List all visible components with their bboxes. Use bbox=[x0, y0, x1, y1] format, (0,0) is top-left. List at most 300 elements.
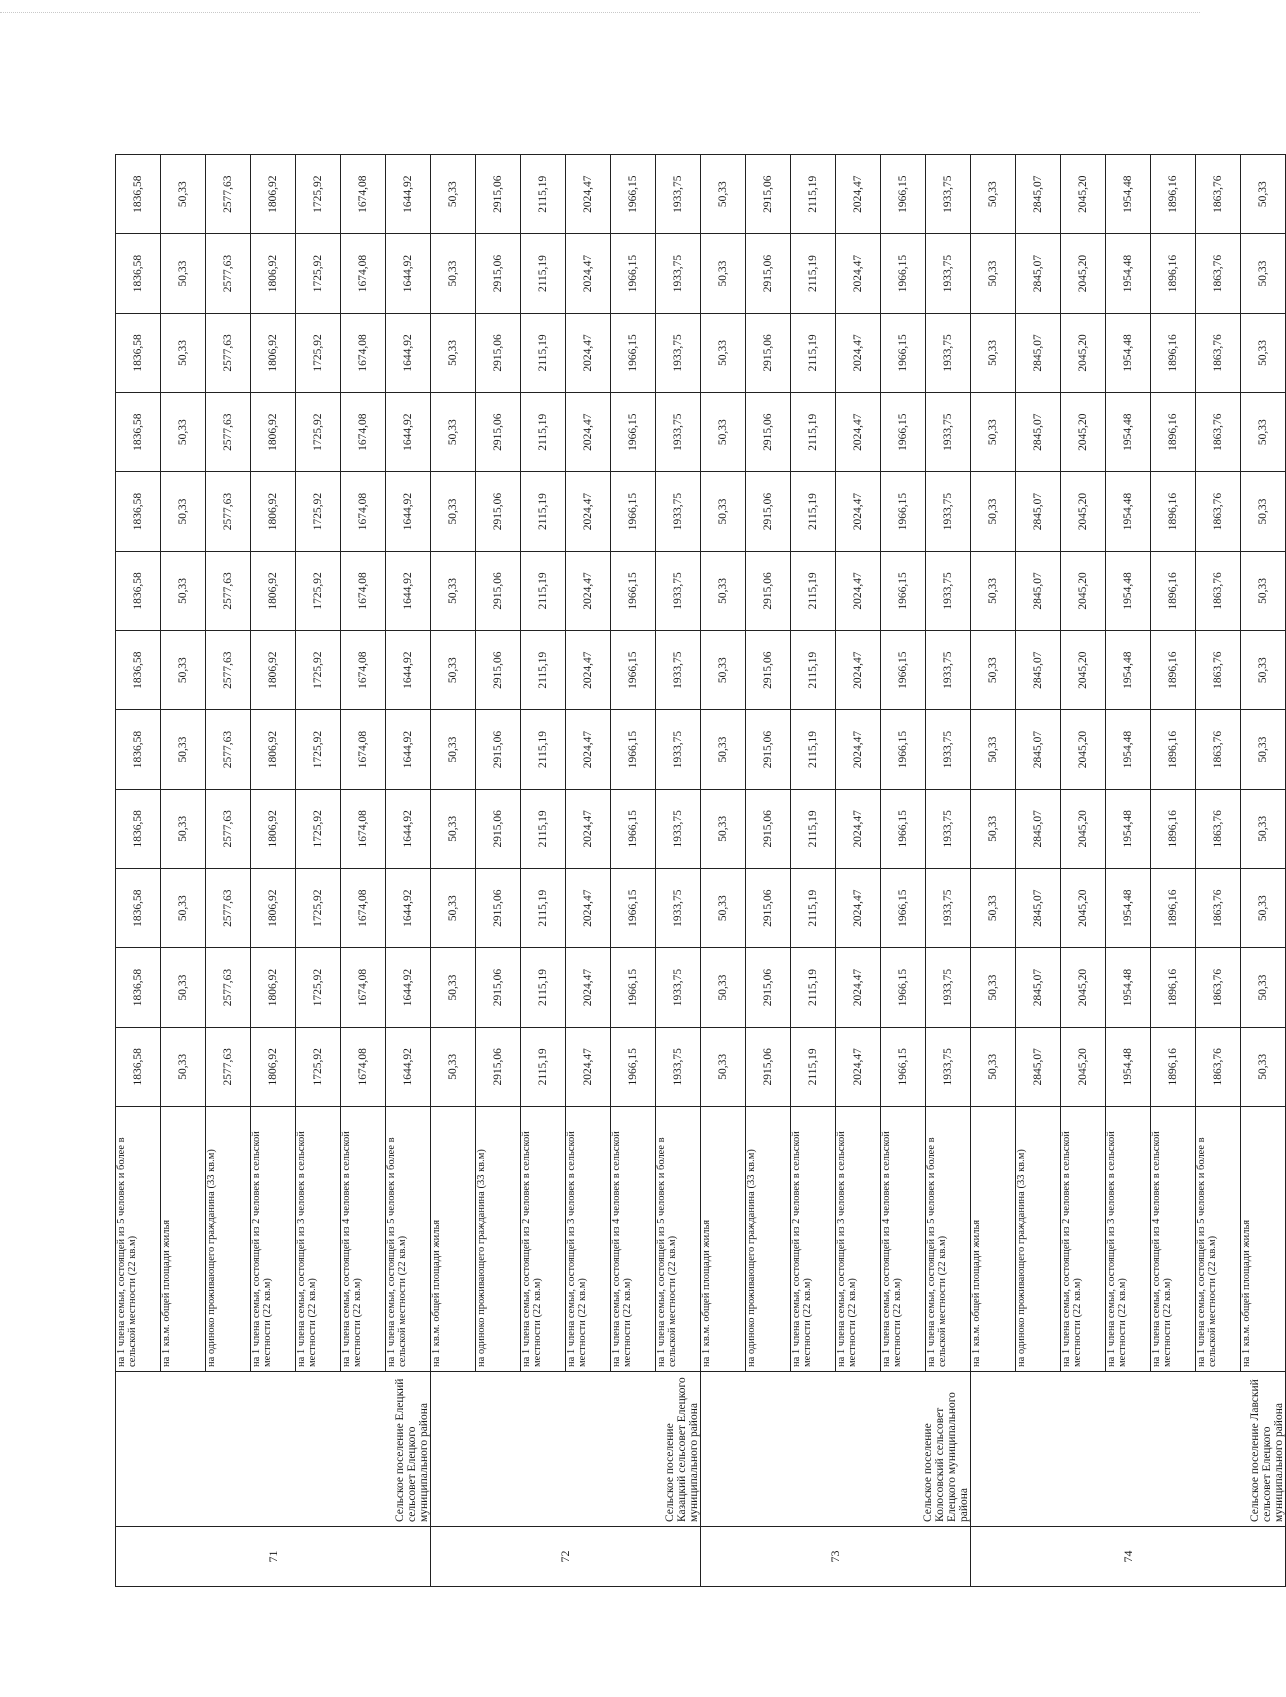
rate-value: 50,33 bbox=[431, 393, 476, 472]
rate-value: 50,33 bbox=[431, 551, 476, 630]
rate-value: 1836,58 bbox=[116, 869, 161, 948]
rate-value: 1933,75 bbox=[656, 1027, 701, 1106]
rate-value: 1933,75 bbox=[656, 472, 701, 551]
rate-value: 50,33 bbox=[431, 155, 476, 234]
rate-value: 1966,15 bbox=[611, 710, 656, 789]
rate-value: 2915,06 bbox=[476, 869, 521, 948]
rate-value: 50,33 bbox=[161, 789, 206, 868]
rate-value: 2115,19 bbox=[521, 631, 566, 710]
rate-value: 50,33 bbox=[431, 631, 476, 710]
rate-value: 50,33 bbox=[161, 631, 206, 710]
rate-value: 1966,15 bbox=[611, 869, 656, 948]
rate-value: 1836,58 bbox=[116, 1027, 161, 1106]
rate-value: 1725,92 bbox=[296, 948, 341, 1027]
rate-value: 2915,06 bbox=[476, 393, 521, 472]
rate-value: 1954,48 bbox=[1106, 789, 1151, 868]
rate-value: 2024,47 bbox=[566, 551, 611, 630]
rate-value: 1896,16 bbox=[1151, 155, 1196, 234]
rate-value: 50,33 bbox=[161, 234, 206, 313]
rate-value: 50,33 bbox=[971, 551, 1016, 630]
rate-value: 1933,75 bbox=[926, 1027, 971, 1106]
rate-value: 2915,06 bbox=[476, 948, 521, 1027]
rate-value: 2577,63 bbox=[206, 313, 251, 392]
rate-value: 2915,06 bbox=[476, 710, 521, 789]
rate-value: 2915,06 bbox=[746, 1027, 791, 1106]
rate-value: 1966,15 bbox=[611, 393, 656, 472]
rate-value: 2045,20 bbox=[1061, 313, 1106, 392]
rate-value: 50,33 bbox=[161, 551, 206, 630]
category-label: на 1 члена семьи, состоящей из 4 человек в сельской местности (22 кв.м) bbox=[1151, 1107, 1196, 1372]
rate-value: 1954,48 bbox=[1106, 869, 1151, 948]
rate-value: 50,33 bbox=[971, 472, 1016, 551]
rate-value: 2915,06 bbox=[746, 234, 791, 313]
rate-value: 50,33 bbox=[1241, 155, 1286, 234]
rate-value: 50,33 bbox=[1241, 551, 1286, 630]
rate-value: 1933,75 bbox=[926, 789, 971, 868]
rate-value: 50,33 bbox=[971, 710, 1016, 789]
rate-value: 2915,06 bbox=[476, 234, 521, 313]
settlement-number: 71 bbox=[116, 1527, 431, 1587]
rate-value: 1863,76 bbox=[1196, 948, 1241, 1027]
rate-value: 50,33 bbox=[701, 313, 746, 392]
rate-value: 1674,08 bbox=[341, 948, 386, 1027]
rate-value: 2577,63 bbox=[206, 393, 251, 472]
rate-value: 50,33 bbox=[1241, 869, 1286, 948]
rate-value: 1896,16 bbox=[1151, 1027, 1196, 1106]
rate-value: 1725,92 bbox=[296, 631, 341, 710]
rate-value: 2024,47 bbox=[566, 948, 611, 1027]
rate-value: 1896,16 bbox=[1151, 313, 1196, 392]
rate-value: 1933,75 bbox=[926, 234, 971, 313]
rate-value: 2024,47 bbox=[566, 155, 611, 234]
rate-value: 50,33 bbox=[701, 631, 746, 710]
rate-value: 2115,19 bbox=[791, 393, 836, 472]
rate-value: 2115,19 bbox=[791, 710, 836, 789]
rate-value: 2024,47 bbox=[836, 393, 881, 472]
rate-value: 50,33 bbox=[971, 631, 1016, 710]
rate-value: 1644,92 bbox=[386, 234, 431, 313]
category-label: на 1 члена семьи, состоящей из 4 человек в сельской местности (22 кв.м) bbox=[611, 1107, 656, 1372]
rate-value: 1806,92 bbox=[251, 869, 296, 948]
rate-value: 50,33 bbox=[971, 313, 1016, 392]
rate-value: 2024,47 bbox=[836, 789, 881, 868]
rate-value: 2577,63 bbox=[206, 869, 251, 948]
rate-value: 2915,06 bbox=[746, 948, 791, 1027]
rate-value: 1644,92 bbox=[386, 631, 431, 710]
rate-value: 50,33 bbox=[161, 869, 206, 948]
rate-value: 2845,07 bbox=[1016, 393, 1061, 472]
rate-value: 1966,15 bbox=[881, 551, 926, 630]
rate-value: 1966,15 bbox=[611, 155, 656, 234]
rate-value: 2577,63 bbox=[206, 551, 251, 630]
rate-value: 2915,06 bbox=[746, 789, 791, 868]
rate-value: 1966,15 bbox=[611, 234, 656, 313]
rate-value: 2115,19 bbox=[521, 948, 566, 1027]
category-label: на 1 кв.м. общей площади жилья bbox=[971, 1107, 1016, 1372]
rate-value: 2024,47 bbox=[836, 551, 881, 630]
rate-value: 1966,15 bbox=[611, 551, 656, 630]
rate-value: 50,33 bbox=[1241, 472, 1286, 551]
rate-value: 2915,06 bbox=[746, 551, 791, 630]
rate-value: 1933,75 bbox=[926, 631, 971, 710]
settlement-number: 73 bbox=[701, 1527, 971, 1587]
category-label: на одиноко проживающего гражданина (33 кв.м) bbox=[1016, 1107, 1061, 1372]
category-label: на 1 члена семьи, состоящей из 2 человек в сельской местности (22 кв.м) bbox=[251, 1107, 296, 1372]
rate-value: 2577,63 bbox=[206, 472, 251, 551]
category-label: на 1 кв.м. общей площади жилья bbox=[701, 1107, 746, 1372]
rate-value: 2024,47 bbox=[566, 393, 611, 472]
rotated-page bbox=[115, 155, 1285, 1587]
rate-value: 2024,47 bbox=[566, 1027, 611, 1106]
rate-value: 50,33 bbox=[1241, 631, 1286, 710]
rate-value: 1836,58 bbox=[116, 551, 161, 630]
rate-value: 1933,75 bbox=[656, 155, 701, 234]
settlement-name: Сельское поселение Елецкий сельсовет Елецкого муниципального района bbox=[116, 1372, 431, 1527]
rate-value: 50,33 bbox=[1241, 948, 1286, 1027]
rate-value: 1954,48 bbox=[1106, 234, 1151, 313]
category-label: на одиноко проживающего гражданина (33 кв.м) bbox=[476, 1107, 521, 1372]
rate-value: 1806,92 bbox=[251, 789, 296, 868]
rate-value: 1933,75 bbox=[926, 313, 971, 392]
rate-value: 2024,47 bbox=[836, 234, 881, 313]
category-label: на 1 члена семьи, состоящей из 2 человек в сельской местности (22 кв.м) bbox=[1061, 1107, 1106, 1372]
rate-value: 50,33 bbox=[971, 948, 1016, 1027]
rate-value: 2115,19 bbox=[521, 1027, 566, 1106]
rate-value: 1933,75 bbox=[926, 948, 971, 1027]
rate-value: 2115,19 bbox=[791, 313, 836, 392]
rate-value: 2577,63 bbox=[206, 710, 251, 789]
rate-value: 1896,16 bbox=[1151, 948, 1196, 1027]
rate-value: 1954,48 bbox=[1106, 472, 1151, 551]
rate-value: 1725,92 bbox=[296, 710, 341, 789]
rate-value: 1966,15 bbox=[611, 948, 656, 1027]
rate-value: 2115,19 bbox=[791, 631, 836, 710]
rate-value: 1966,15 bbox=[881, 393, 926, 472]
rate-value: 1836,58 bbox=[116, 472, 161, 551]
rate-value: 1836,58 bbox=[116, 313, 161, 392]
rate-value: 2115,19 bbox=[521, 393, 566, 472]
rate-value: 1836,58 bbox=[116, 155, 161, 234]
rate-value: 2115,19 bbox=[521, 234, 566, 313]
rate-value: 2845,07 bbox=[1016, 313, 1061, 392]
top-dotted-rule bbox=[0, 12, 1200, 13]
rate-value: 1674,08 bbox=[341, 710, 386, 789]
rate-value: 1863,76 bbox=[1196, 234, 1241, 313]
rate-value: 50,33 bbox=[701, 472, 746, 551]
rate-value: 2915,06 bbox=[476, 155, 521, 234]
rate-value: 2915,06 bbox=[746, 393, 791, 472]
rate-value: 1674,08 bbox=[341, 631, 386, 710]
rate-value: 1806,92 bbox=[251, 393, 296, 472]
rate-value: 2024,47 bbox=[836, 472, 881, 551]
rate-value: 50,33 bbox=[161, 710, 206, 789]
rate-value: 1806,92 bbox=[251, 631, 296, 710]
rate-value: 1966,15 bbox=[611, 789, 656, 868]
rate-value: 1836,58 bbox=[116, 710, 161, 789]
rate-value: 1933,75 bbox=[926, 155, 971, 234]
rate-value: 2915,06 bbox=[746, 710, 791, 789]
settlement-number: 74 bbox=[971, 1527, 1286, 1587]
rate-value: 1644,92 bbox=[386, 789, 431, 868]
rate-value: 1836,58 bbox=[116, 234, 161, 313]
rate-value: 1966,15 bbox=[881, 155, 926, 234]
rate-value: 1836,58 bbox=[116, 631, 161, 710]
category-label: на 1 члена семьи, состоящей из 5 человек и более в сельской местности (22 кв.м) bbox=[386, 1107, 431, 1372]
rate-value: 1806,92 bbox=[251, 948, 296, 1027]
rate-value: 2577,63 bbox=[206, 948, 251, 1027]
rate-value: 50,33 bbox=[431, 869, 476, 948]
rate-value: 1806,92 bbox=[251, 710, 296, 789]
rate-value: 1863,76 bbox=[1196, 631, 1241, 710]
rate-value: 1644,92 bbox=[386, 710, 431, 789]
rate-value: 50,33 bbox=[431, 472, 476, 551]
rate-value: 1674,08 bbox=[341, 393, 386, 472]
rate-value: 1933,75 bbox=[656, 393, 701, 472]
rate-value: 1896,16 bbox=[1151, 789, 1196, 868]
rate-value: 50,33 bbox=[701, 551, 746, 630]
category-label: на 1 члена семьи, состоящей из 3 человек в сельской местности (22 кв.м) bbox=[566, 1107, 611, 1372]
rate-value: 1933,75 bbox=[926, 710, 971, 789]
rate-value: 2115,19 bbox=[521, 789, 566, 868]
rate-value: 1966,15 bbox=[881, 472, 926, 551]
rate-value: 50,33 bbox=[971, 869, 1016, 948]
rate-value: 2024,47 bbox=[836, 869, 881, 948]
rate-value: 1954,48 bbox=[1106, 155, 1151, 234]
rate-value: 2915,06 bbox=[746, 631, 791, 710]
rate-value: 1896,16 bbox=[1151, 869, 1196, 948]
rate-value: 1725,92 bbox=[296, 393, 341, 472]
rate-value: 50,33 bbox=[1241, 393, 1286, 472]
rate-value: 1863,76 bbox=[1196, 710, 1241, 789]
rate-value: 50,33 bbox=[701, 393, 746, 472]
rate-value: 50,33 bbox=[701, 789, 746, 868]
rate-value: 1966,15 bbox=[881, 1027, 926, 1106]
rate-value: 1863,76 bbox=[1196, 155, 1241, 234]
rate-value: 1933,75 bbox=[926, 869, 971, 948]
rate-value: 2577,63 bbox=[206, 631, 251, 710]
rate-value: 50,33 bbox=[1241, 789, 1286, 868]
rate-value: 1933,75 bbox=[656, 313, 701, 392]
rate-value: 2115,19 bbox=[791, 472, 836, 551]
table-row bbox=[701, 155, 746, 1587]
rate-value: 50,33 bbox=[161, 393, 206, 472]
rate-value: 2115,19 bbox=[791, 789, 836, 868]
rate-value: 2115,19 bbox=[791, 234, 836, 313]
rate-value: 1933,75 bbox=[656, 551, 701, 630]
rate-value: 1674,08 bbox=[341, 789, 386, 868]
rate-value: 2845,07 bbox=[1016, 1027, 1061, 1106]
rate-value: 1806,92 bbox=[251, 155, 296, 234]
rate-value: 1966,15 bbox=[881, 789, 926, 868]
rate-value: 1806,92 bbox=[251, 313, 296, 392]
rate-value: 1863,76 bbox=[1196, 313, 1241, 392]
rate-value: 1836,58 bbox=[116, 948, 161, 1027]
rate-value: 1966,15 bbox=[611, 472, 656, 551]
rate-value: 50,33 bbox=[701, 710, 746, 789]
table-row bbox=[971, 155, 1016, 1587]
rate-value: 50,33 bbox=[1241, 1027, 1286, 1106]
rate-value: 50,33 bbox=[701, 1027, 746, 1106]
rate-value: 2045,20 bbox=[1061, 551, 1106, 630]
rate-value: 1954,48 bbox=[1106, 710, 1151, 789]
rate-value: 1644,92 bbox=[386, 393, 431, 472]
rate-value: 50,33 bbox=[971, 1027, 1016, 1106]
rate-value: 2024,47 bbox=[836, 710, 881, 789]
rate-value: 50,33 bbox=[701, 155, 746, 234]
rate-value: 2024,47 bbox=[566, 710, 611, 789]
rate-value: 2115,19 bbox=[791, 155, 836, 234]
rate-value: 1725,92 bbox=[296, 789, 341, 868]
rate-value: 2115,19 bbox=[521, 472, 566, 551]
rate-value: 1896,16 bbox=[1151, 472, 1196, 551]
rate-value: 2024,47 bbox=[566, 631, 611, 710]
rate-value: 1966,15 bbox=[881, 631, 926, 710]
rate-value: 1725,92 bbox=[296, 155, 341, 234]
category-label: на 1 члена семьи, состоящей из 4 человек в сельской местности (22 кв.м) bbox=[881, 1107, 926, 1372]
rate-value: 2845,07 bbox=[1016, 948, 1061, 1027]
category-label: на 1 члена семьи, состоящей из 5 человек и более в сельской местности (22 кв.м) bbox=[1196, 1107, 1241, 1372]
rate-value: 1954,48 bbox=[1106, 631, 1151, 710]
rate-value: 2915,06 bbox=[476, 789, 521, 868]
rate-value: 1725,92 bbox=[296, 472, 341, 551]
rate-value: 50,33 bbox=[161, 155, 206, 234]
rate-value: 1644,92 bbox=[386, 472, 431, 551]
rate-value: 1933,75 bbox=[656, 234, 701, 313]
rate-value: 1933,75 bbox=[926, 551, 971, 630]
rate-value: 2845,07 bbox=[1016, 155, 1061, 234]
rate-value: 2024,47 bbox=[566, 313, 611, 392]
rate-value: 2024,47 bbox=[566, 789, 611, 868]
settlement-name: Сельское поселение Казацкий сельсовет Елецкого муниципального района bbox=[431, 1372, 701, 1527]
rate-value: 2115,19 bbox=[521, 155, 566, 234]
rate-value: 1933,75 bbox=[926, 393, 971, 472]
category-label: на одиноко проживающего гражданина (33 кв.м) bbox=[206, 1107, 251, 1372]
table-row bbox=[431, 155, 476, 1587]
rate-value: 2045,20 bbox=[1061, 1027, 1106, 1106]
settlement-name: Сельское поселение Лавский сельсовет Елецкого муниципального района bbox=[971, 1372, 1286, 1527]
rate-value: 50,33 bbox=[701, 869, 746, 948]
tariff-table bbox=[115, 154, 1286, 1587]
rate-value: 50,33 bbox=[161, 1027, 206, 1106]
category-label: на 1 члена семьи, состоящей из 2 человек в сельской местности (22 кв.м) bbox=[521, 1107, 566, 1372]
rate-value: 2045,20 bbox=[1061, 710, 1106, 789]
rate-value: 1863,76 bbox=[1196, 1027, 1241, 1106]
rate-value: 1954,48 bbox=[1106, 1027, 1151, 1106]
rate-value: 2045,20 bbox=[1061, 472, 1106, 551]
rate-value: 2845,07 bbox=[1016, 631, 1061, 710]
rate-value: 2045,20 bbox=[1061, 155, 1106, 234]
rate-value: 50,33 bbox=[1241, 710, 1286, 789]
rate-value: 1725,92 bbox=[296, 313, 341, 392]
rate-value: 1644,92 bbox=[386, 313, 431, 392]
rate-value: 2115,19 bbox=[521, 710, 566, 789]
settlement-number: 72 bbox=[431, 1527, 701, 1587]
rate-value: 2577,63 bbox=[206, 789, 251, 868]
rate-value: 1674,08 bbox=[341, 869, 386, 948]
rate-value: 1966,15 bbox=[881, 869, 926, 948]
rate-value: 2115,19 bbox=[791, 869, 836, 948]
category-label: на 1 члена семьи, состоящей из 5 человек и более в сельской местности (22 кв.м) bbox=[116, 1107, 161, 1372]
rate-value: 2577,63 bbox=[206, 234, 251, 313]
rate-value: 2115,19 bbox=[521, 869, 566, 948]
rate-value: 1966,15 bbox=[881, 234, 926, 313]
rate-value: 2577,63 bbox=[206, 1027, 251, 1106]
rate-value: 1806,92 bbox=[251, 234, 296, 313]
rate-value: 2045,20 bbox=[1061, 869, 1106, 948]
rate-value: 1836,58 bbox=[116, 789, 161, 868]
rate-value: 2915,06 bbox=[746, 313, 791, 392]
rate-value: 1966,15 bbox=[611, 313, 656, 392]
rate-value: 1644,92 bbox=[386, 948, 431, 1027]
rate-value: 2115,19 bbox=[791, 551, 836, 630]
rate-value: 1933,75 bbox=[656, 869, 701, 948]
rate-value: 1674,08 bbox=[341, 155, 386, 234]
rate-value: 2845,07 bbox=[1016, 710, 1061, 789]
rate-value: 2915,06 bbox=[476, 551, 521, 630]
rate-value: 50,33 bbox=[701, 948, 746, 1027]
rate-value: 1725,92 bbox=[296, 869, 341, 948]
rate-value: 50,33 bbox=[971, 789, 1016, 868]
rate-value: 2115,19 bbox=[791, 1027, 836, 1106]
rate-value: 1674,08 bbox=[341, 472, 386, 551]
rate-value: 50,33 bbox=[431, 948, 476, 1027]
rate-value: 1836,58 bbox=[116, 393, 161, 472]
category-label: на 1 кв.м. общей площади жилья bbox=[431, 1107, 476, 1372]
rate-value: 50,33 bbox=[161, 472, 206, 551]
rate-value: 1966,15 bbox=[881, 313, 926, 392]
rate-value: 1806,92 bbox=[251, 1027, 296, 1106]
rate-value: 1933,75 bbox=[926, 472, 971, 551]
rate-value: 50,33 bbox=[971, 155, 1016, 234]
rate-value: 50,33 bbox=[971, 234, 1016, 313]
rate-value: 1863,76 bbox=[1196, 393, 1241, 472]
rate-value: 1863,76 bbox=[1196, 869, 1241, 948]
rate-value: 50,33 bbox=[1241, 313, 1286, 392]
rate-value: 2045,20 bbox=[1061, 234, 1106, 313]
rate-value: 1674,08 bbox=[341, 1027, 386, 1106]
rate-value: 1644,92 bbox=[386, 869, 431, 948]
rate-value: 1954,48 bbox=[1106, 393, 1151, 472]
rate-value: 2915,06 bbox=[476, 1027, 521, 1106]
rate-value: 50,33 bbox=[161, 948, 206, 1027]
rate-value: 1674,08 bbox=[341, 234, 386, 313]
rate-value: 1966,15 bbox=[881, 948, 926, 1027]
rate-value: 2915,06 bbox=[476, 472, 521, 551]
category-label: на 1 члена семьи, состоящей из 5 человек и более в сельской местности (22 кв.м) bbox=[926, 1107, 971, 1372]
rate-value: 1806,92 bbox=[251, 472, 296, 551]
rate-value: 2045,20 bbox=[1061, 631, 1106, 710]
rate-value: 50,33 bbox=[431, 313, 476, 392]
category-label: на одиноко проживающего гражданина (33 кв.м) bbox=[746, 1107, 791, 1372]
rate-value: 2045,20 bbox=[1061, 393, 1106, 472]
rate-value: 2115,19 bbox=[521, 551, 566, 630]
rate-value: 1933,75 bbox=[656, 789, 701, 868]
rate-value: 1966,15 bbox=[881, 710, 926, 789]
rate-value: 2845,07 bbox=[1016, 234, 1061, 313]
rate-value: 1933,75 bbox=[656, 948, 701, 1027]
rate-value: 1966,15 bbox=[611, 631, 656, 710]
rate-value: 2024,47 bbox=[566, 472, 611, 551]
rate-value: 2045,20 bbox=[1061, 789, 1106, 868]
rate-value: 1863,76 bbox=[1196, 789, 1241, 868]
rate-value: 2915,06 bbox=[476, 313, 521, 392]
rate-value: 1966,15 bbox=[611, 1027, 656, 1106]
category-label: на 1 кв.м. общей площади жилья bbox=[161, 1107, 206, 1372]
table-row bbox=[116, 155, 161, 1587]
rate-value: 1725,92 bbox=[296, 234, 341, 313]
rate-value: 1674,08 bbox=[341, 313, 386, 392]
rate-value: 50,33 bbox=[161, 313, 206, 392]
